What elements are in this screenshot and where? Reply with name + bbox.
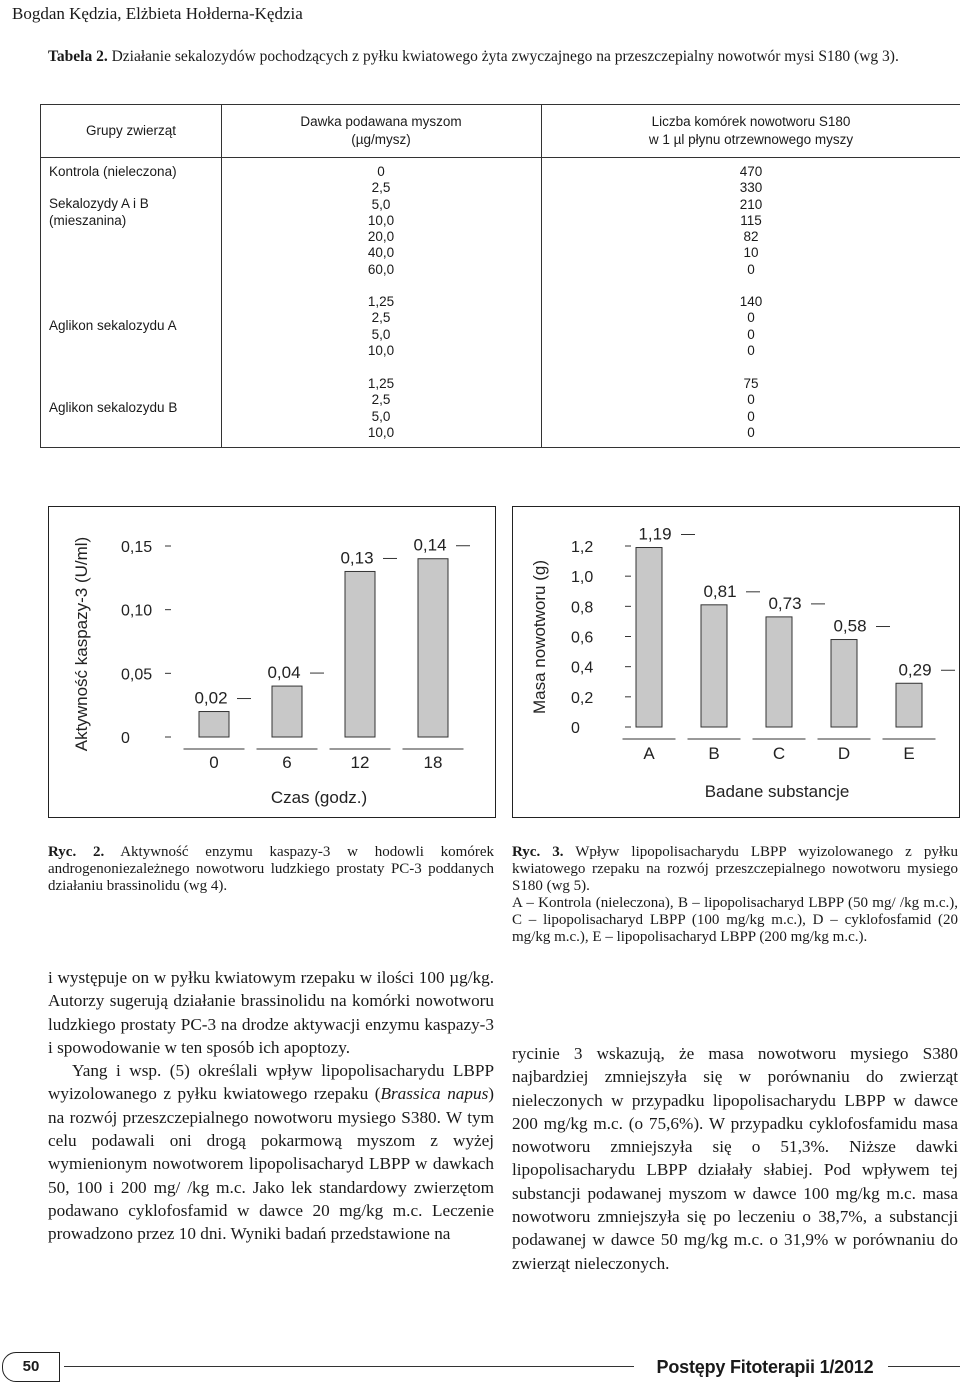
bar-value-label: 0,02 [194,688,228,708]
bar-value-label: 0,58 [833,616,867,636]
bar-value-label: 0,81 [703,581,737,601]
page-number: 50 [2,1352,60,1382]
y-tick-label: 0,05 [121,666,153,684]
y-tick-label: 1,0 [571,569,594,587]
figure-3-caption: Ryc. 3. Wpływ lipopolisacharydu LBPP wyizolowanego z pyłku kwiatowego rzepaku na rozwój przeszczepialnego nowotworu mysiego S180 (wg 5). A – Kontrola (nieleczona), B – lipopolisacharyd LBPP (50 mg/ /kg m.c.), C – lipopolisacharyd LBPP (100 mg/kg m.c.), D – cyklofosfamid (20 mg/kg m.c.), E – lipopolisacharyd LBPP (200 mg/kg m.c.). [512,844,959,945]
bar [272,686,302,737]
table-group-label: Kontrola (nieleczona) Sekalozydy A i B (mieszanina) [49,164,177,228]
bar [418,559,448,737]
y-tick-label: 0,2 [571,689,594,707]
data-table [40,104,960,448]
figure-2-chart [48,506,496,818]
x-axis-label: Czas (godz.) [270,788,368,807]
figure-2-caption: Ryc. 2. Aktywność enzymu kaspazy-3 w hodowli komórek androgenoniezależnego nowotworu ludzkiego prostaty PC-3 poddanych działaniu brassinolidu (wg 4). [48,844,495,894]
bar-value-label: 0,04 [267,663,301,683]
y-tick-label: 1,2 [571,539,594,556]
table-group-label: Aglikon sekalozydu B [49,400,178,415]
x-tick-label: B [708,744,720,763]
table-caption [48,48,928,66]
x-tick-label: 18 [423,753,443,772]
y-axis-label: Masa nowotworu (g) [530,559,549,715]
footer-rule [64,1366,634,1367]
bar-value-label: 0,13 [340,548,374,568]
y-tick-label: 0,6 [571,629,594,647]
footer-rule [888,1366,960,1367]
y-tick-label: 0 [571,720,580,737]
x-axis-label: Badane substancje [704,782,850,801]
y-tick-label: 0,10 [121,602,153,620]
table-dose-column: 1,25 2,5 5,0 10,0 [367,294,395,358]
x-tick-label: 0 [209,753,219,772]
bar-value-label: 1,19 [638,524,672,544]
bar [345,571,375,737]
caspase-chart-svg [49,507,495,817]
x-tick-label: A [643,744,655,763]
running-header-authors: Bogdan Kędzia, Elżbieta Hołderna-Kędzia [12,4,303,23]
body-text-right [512,1042,958,1275]
journal-name: Postępy Fitoterapii 1/2012 [656,1357,874,1377]
body-text-left [48,966,494,1246]
bar [199,712,229,737]
table-header-dose: Dawka podawana myszom (µg/mysz) [300,114,462,147]
bar-value-label: 0,29 [898,660,932,680]
y-tick-label: 0 [121,730,130,747]
paragraph: rycinie 3 wskazują, że masa nowotworu mysiego S380 najbardziej zmniejszyła się w porównaniu do zwierząt nieleczonych w przypadku lipopolisacharydu LBPP w dawce 200 mg/kg m.c. (o 75,6%). W przypadku cyklofosfamidu masa nowotworu zmniejszyła się o 51,3%. Niższe dawki lipopolisacharydu LBPP działały słabiej. Pod wpływem tej substancji podawanej myszom w dawce 100 mg/kg m.c. masa nowotworu zmniejszyła się po leczeniu o 38,7%, a substancji podawanej w dawce 50 mg/kg m.c. o 31,9% w porównaniu do zwierząt nieleczonych. [512,1044,958,1273]
bar [701,605,727,727]
y-tick-label: 0,15 [121,539,153,556]
bar-value-label: 0,73 [768,593,802,613]
table-caption-text: Działanie sekalozydów pochodzących z pyłku kwiatowego żyta zwyczajnego na przeszczepialny nowotwór mysi S180 (wg 3). [111,48,899,65]
table-dose-column: 1,25 2,5 5,0 10,0 [367,376,395,440]
table-count-column: 75 0 0 0 [743,376,759,440]
x-tick-label: D [837,744,851,763]
y-axis-label: Aktywność kaspazy-3 (U/ml) [72,536,91,752]
x-tick-label: 12 [350,753,370,772]
y-tick-label: 0,8 [571,599,594,617]
table-group-label: Aglikon sekalozydu A [49,318,177,333]
table-count-column: 470 330 210 115 82 10 0 [739,164,763,277]
table-dose-column: 0 2,5 5,0 10,0 20,0 40,0 60,0 [367,164,395,277]
bar [896,683,922,727]
x-tick-label: 6 [282,753,292,772]
table-header-count: Liczba komórek nowotworu S180 w 1 µl płynu otrzewnowego myszy [648,114,854,147]
figure-3-chart [512,506,960,818]
bar [831,640,857,727]
x-tick-label: E [903,744,915,763]
x-tick-label: C [772,744,786,763]
bar-value-label: 0,14 [413,535,447,555]
tumor-mass-chart-svg [513,507,959,817]
paragraph: Yang i wsp. (5) określali wpływ lipopolisacharydu LBPP wyizolowanego z pyłku kwiatowego rzepaku (Brassica napus) na rozwój przeszczepialnego nowotworu mysiego S380. W tym celu podawali oni drogą pokarmową myszom z wyżej wymienionym nowotworem lipopolisacharyd LBPP w dawkach 50, 100 i 200 mg/ /kg m.c. Jako lek standardowy zwierzętom podawano cyklofosfamid w dawce 20 mg/kg m.c. Leczenie prowadzono przez 10 dni. Wyniki badań przedstawione na [48,1061,494,1244]
table-caption-label: Tabela 2. [48,48,108,65]
paragraph: i występuje on w pyłku kwiatowym rzepaku w ilości 100 µg/kg. Autorzy sugerują działanie brassinolidu na komórki nowotworu ludzkiego prostaty PC-3 na drodze aktywacji enzymu kaspazy-3 i spowodowanie w ten sposób ich apoptozy. [48,968,494,1057]
bar [636,548,662,727]
table-header-group: Grupy zwierząt [85,123,177,138]
table-count-column: 140 0 0 0 [739,294,763,358]
y-tick-label: 0,4 [571,659,594,677]
bar [766,617,792,727]
table-header-rule [41,157,960,158]
